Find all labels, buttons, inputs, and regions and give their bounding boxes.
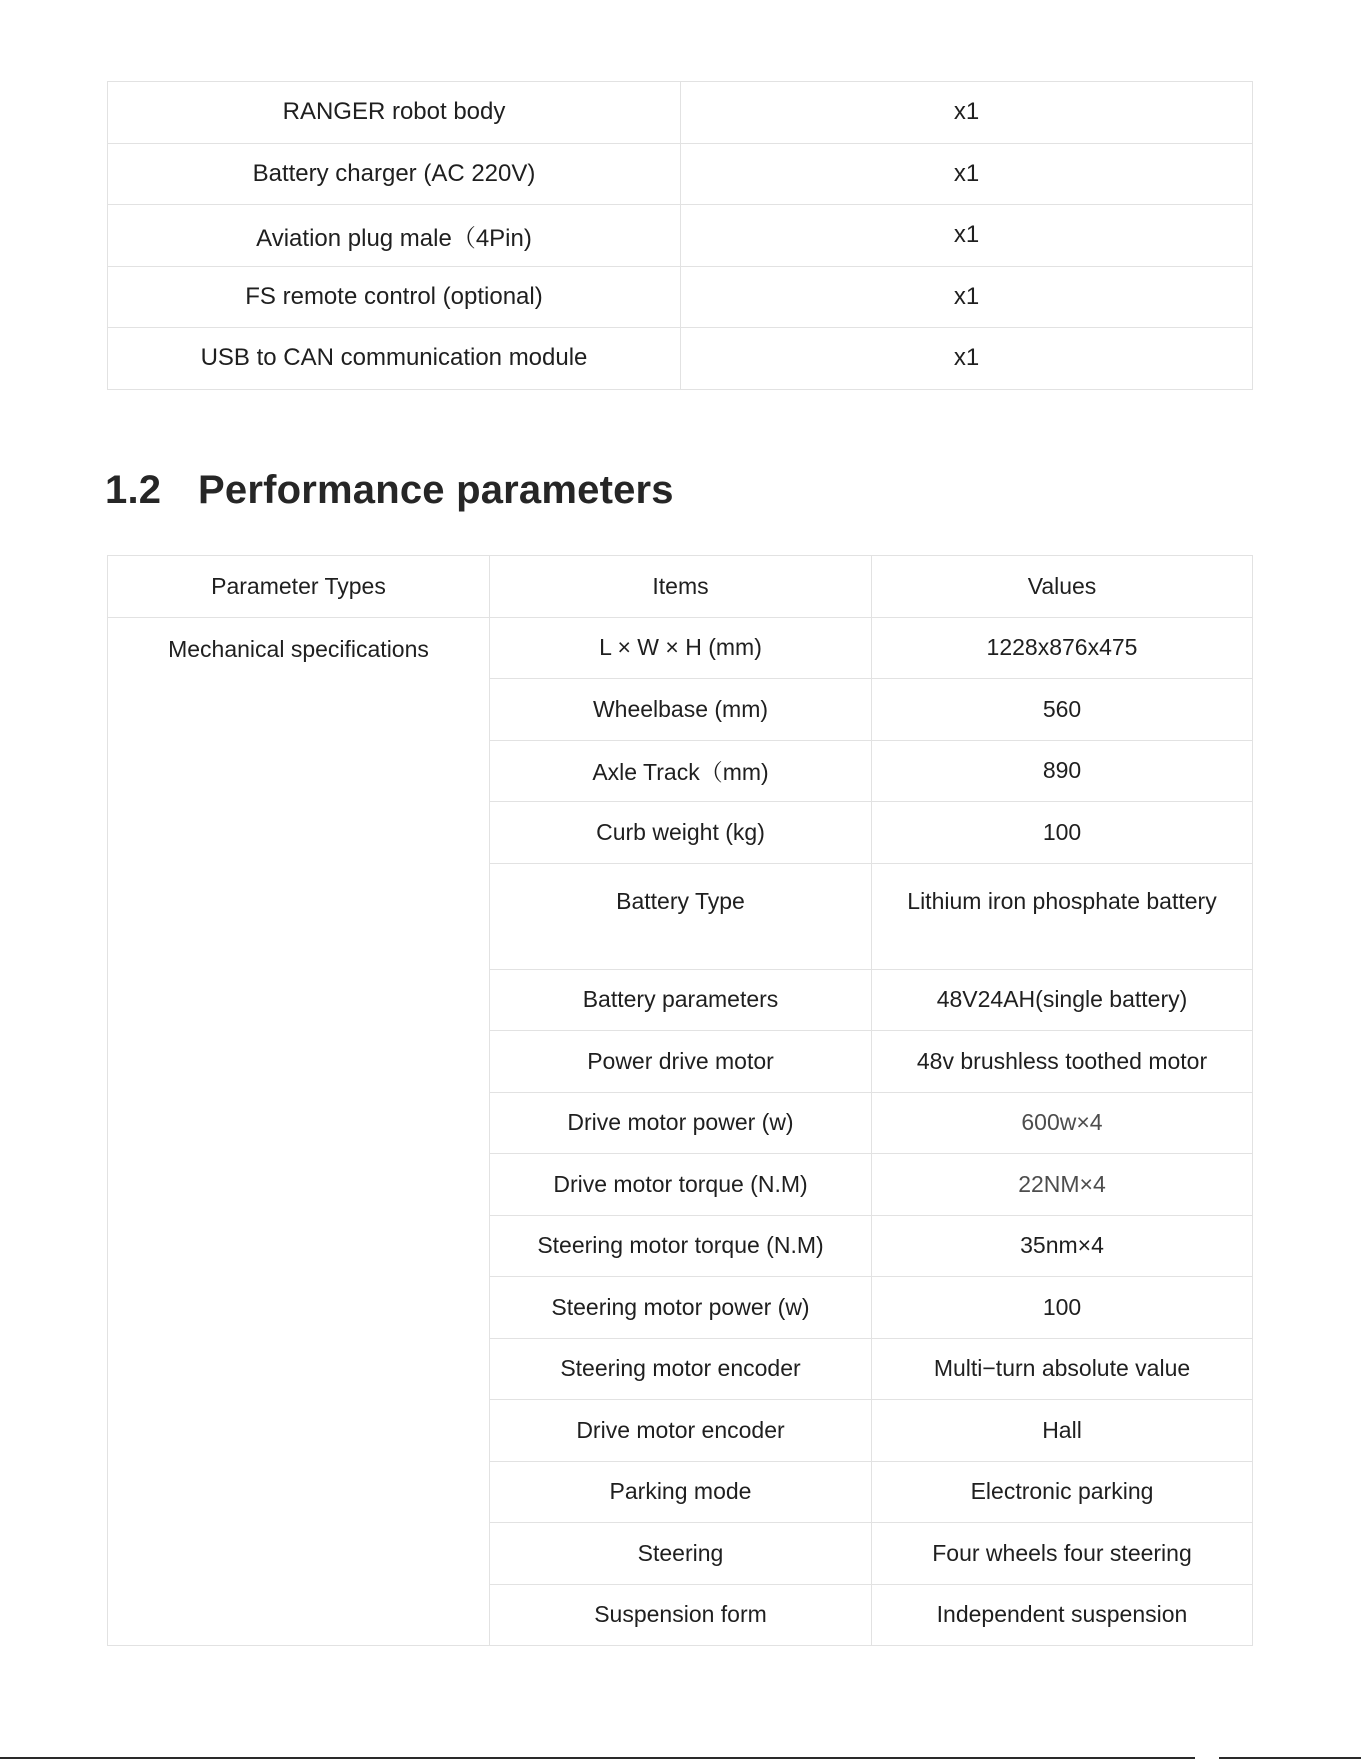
item-cell: Suspension form [490,1584,872,1646]
header-items: Items [490,556,872,618]
package-item-cell: USB to CAN communication module [108,328,681,390]
package-qty-cell: x1 [681,82,1253,144]
item-cell: Battery Type [490,863,872,969]
item-cell: Steering motor power (w) [490,1277,872,1339]
table-row [108,82,1253,144]
parameter-type-cell: Mechanical specifications [108,617,490,1646]
value-cell: 1228x876x475 [872,617,1253,679]
footer-divider [0,1757,1195,1759]
header-parameter-types: Parameter Types [108,556,490,618]
section-number: 1.2 [105,468,162,512]
value-cell: Independent suspension [872,1584,1253,1646]
table-row [108,143,1253,205]
item-cell: Wheelbase (mm) [490,679,872,741]
table-row [108,266,1253,328]
table-row [108,205,1253,267]
item-cell: Drive motor encoder [490,1400,872,1462]
value-cell: 22NM×4 [872,1154,1253,1216]
package-contents-table [107,81,1253,390]
value-cell: 890 [872,740,1253,802]
item-cell: Steering motor encoder [490,1338,872,1400]
value-cell: 600w×4 [872,1092,1253,1154]
item-cell: Parking mode [490,1461,872,1523]
package-qty-cell: x1 [681,266,1253,328]
value-cell: 100 [872,1277,1253,1339]
value-cell: 35nm×4 [872,1215,1253,1277]
header-values: Values [872,556,1253,618]
value-cell: Hall [872,1400,1253,1462]
item-cell: L × W × H (mm) [490,617,872,679]
package-item-cell: Battery charger (AC 220V) [108,143,681,205]
table-header-row [108,556,1253,618]
section-heading [105,468,674,513]
value-cell: Lithium iron phosphate battery [872,863,1253,969]
value-cell: Multi−turn absolute value [872,1338,1253,1400]
table-row [108,328,1253,390]
package-item-cell: FS remote control (optional) [108,266,681,328]
item-cell: Curb weight (kg) [490,802,872,864]
package-item-cell: RANGER robot body [108,82,681,144]
item-cell: Power drive motor [490,1031,872,1093]
item-cell: Drive motor power (w) [490,1092,872,1154]
item-cell: Steering [490,1523,872,1585]
value-cell: Electronic parking [872,1461,1253,1523]
package-qty-cell: x1 [681,205,1253,267]
footer-divider-right [1219,1757,1361,1759]
package-qty-cell: x1 [681,143,1253,205]
value-cell: Four wheels four steering [872,1523,1253,1585]
section-title: Performance parameters [198,468,674,512]
package-item-cell: Aviation plug male（4Pin) [108,205,681,267]
performance-parameters-table [107,555,1253,1646]
value-cell: 560 [872,679,1253,741]
item-cell: Axle Track（mm) [490,740,872,802]
item-cell: Battery parameters [490,969,872,1031]
value-cell: 48v brushless toothed motor [872,1031,1253,1093]
value-cell: 48V24AH(single battery) [872,969,1253,1031]
value-cell: 100 [872,802,1253,864]
package-qty-cell: x1 [681,328,1253,390]
item-cell: Steering motor torque (N.M) [490,1215,872,1277]
table-row [108,617,1253,679]
item-cell: Drive motor torque (N.M) [490,1154,872,1216]
